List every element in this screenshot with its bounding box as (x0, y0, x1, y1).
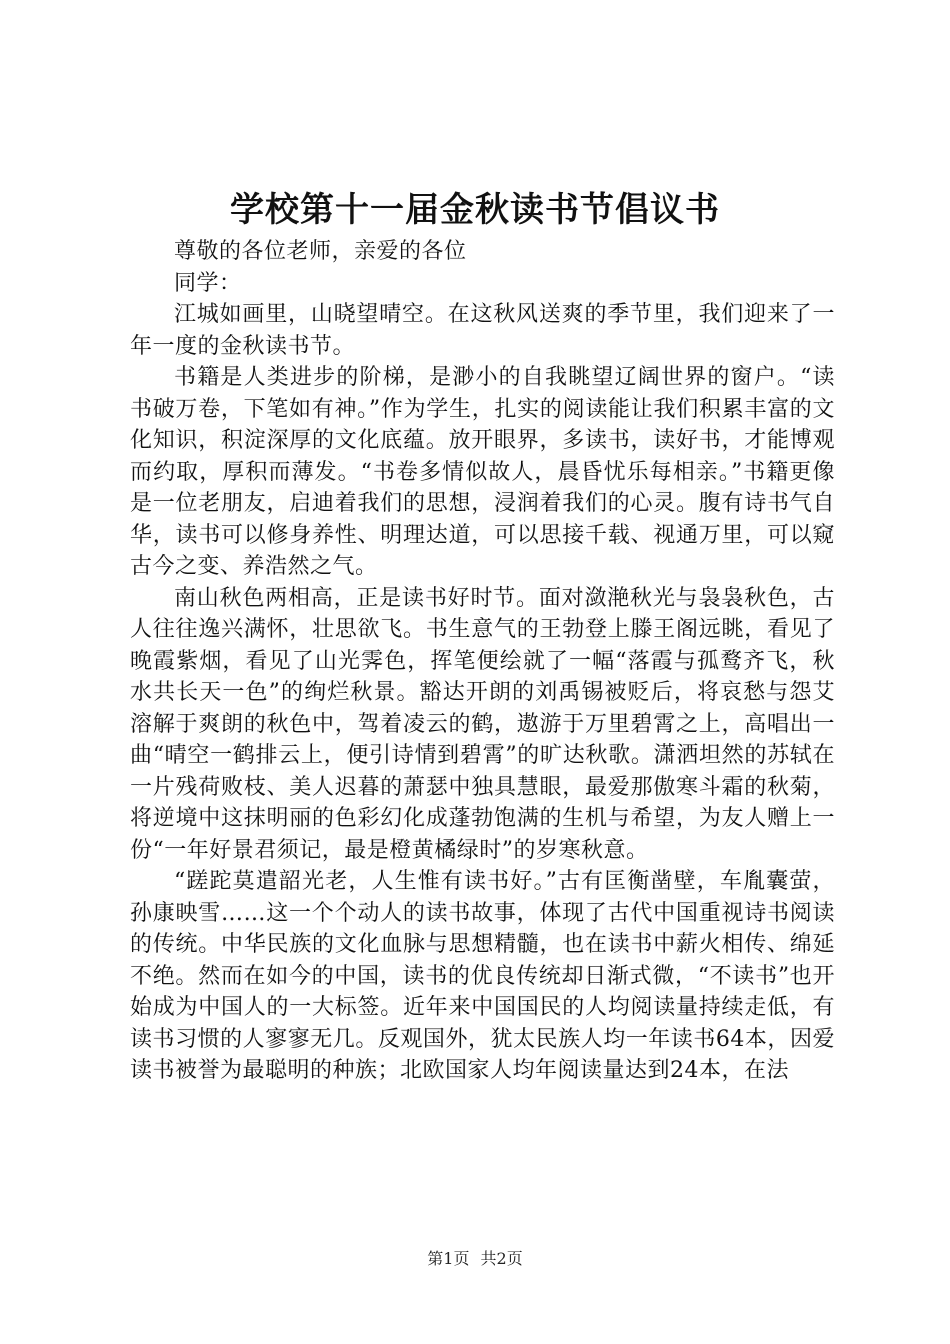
page-number: 第1页 (427, 1249, 470, 1268)
salutation-line-1: 尊敬的各位老师，亲爱的各位 (174, 239, 467, 264)
paragraph-2: 书籍是人类进步的阶梯，是渺小的自我眺望辽阔世界的窗户。“读书破万卷，下笔如有神。”作为学生，扎实的阅读能让我们积累丰富的文化知识，积淀深厚的文化底蕴。放开眼界，多读书，读好书，才能博观而约取，厚积而薄发。“书卷多情似故人，晨昏忧乐每相亲。”书籍更像是一位老朋友，启迪着我们的思想，浸润着我们的心灵。腹有诗书气自华，读书可以修身养性、明理达道，可以思接千载、视通万里，可以窥古今之变、养浩然之气。 (130, 365, 835, 579)
page-footer (0, 1246, 950, 1269)
salutation-line-2: 同学： (174, 270, 242, 296)
paragraph-1: 江城如画里，山晓望晴空。在这秋风送爽的季节里，我们迎来了一年一度的金秋读书节。 (130, 302, 835, 359)
page-total: 共2页 (480, 1249, 523, 1268)
paragraph-4: “蹉跎莫遣韶光老，人生惟有读书好。”古有匡衡凿壁，车胤囊萤，孙康映雪……这一个个动人的读书故事，体现了古代中国重视诗书阅读的传统。中华民族的文化血脉与思想精髓，也在读书中薪火相传、绵延不绝。然而在如今的中国，读书的优良传统却日渐式微，“不读书”也开始成为中国人的一大标签。近年来中国国民的人均阅读量持续走低，有读书习惯的人寥寥无几。反观国外，犹太民族人均一年读书64本，因爱读书被誉为最聪明的种族；北欧国家人均年阅读量达到24本，在法 (130, 869, 835, 1083)
paragraph-3: 南山秋色两相高，正是读书好时节。面对潋滟秋光与袅袅秋色，古人往往逸兴满怀，壮思欲飞。书生意气的王勃登上滕王阁远眺，看见了晚霞紫烟，看见了山光霁色，挥笔便绘就了一幅“落霞与孤鹜齐飞，秋水共长天一色”的绚烂秋景。豁达开朗的刘禹锡被贬后，将哀愁与怨艾溶解于爽朗的秋色中，驾着凌云的鹤，遨游于万里碧霄之上，高唱出一曲“晴空一鹤排云上，便引诗情到碧霄”的旷达秋歌。潇洒坦然的苏轼在一片残荷败枝、美人迟暮的萧瑟中独具慧眼，最爱那傲寒斗霜的秋菊，将逆境中这抹明丽的色彩幻化成蓬勃饱满的生机与希望，为友人赠上一份“一年好景君须记，最是橙黄橘绿时”的岁寒秋意。 (130, 585, 835, 863)
document-body (130, 236, 835, 1087)
document-title: 学校第十一届金秋读书节倡议书 (230, 190, 720, 230)
